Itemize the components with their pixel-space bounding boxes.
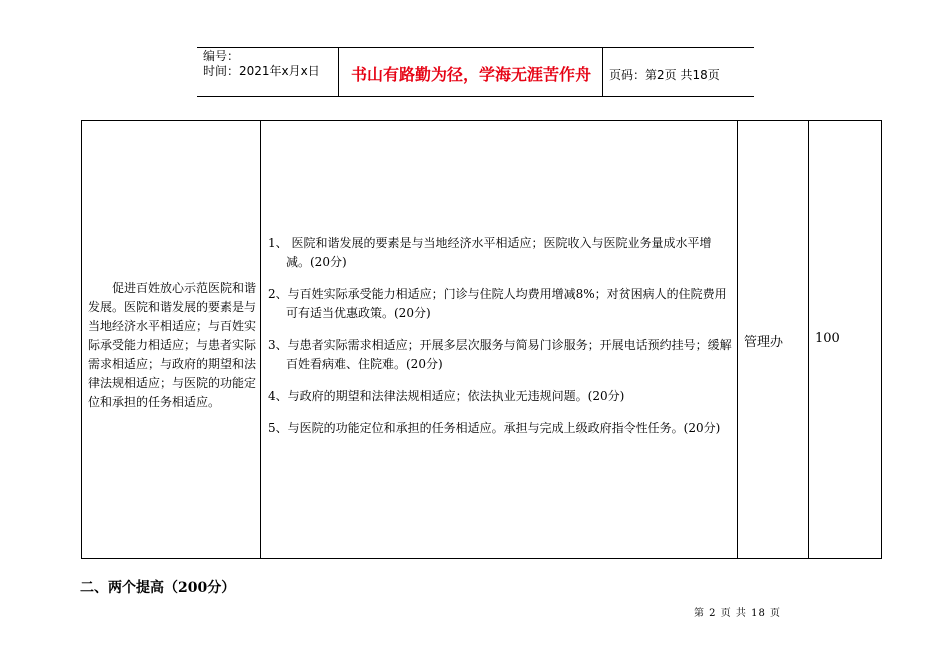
header-motto: 书山有路勤为径，学海无涯苦作舟	[350, 65, 591, 84]
header-bottom-rule	[197, 96, 754, 97]
header-divider-right	[602, 47, 603, 97]
criteria-list	[268, 234, 733, 451]
table-col-divider-1	[260, 120, 261, 559]
table-col-divider-3	[808, 120, 809, 559]
section-heading: 二、两个提高（200分）	[80, 580, 236, 596]
header-page-number: 页码：第2页 共18页	[609, 68, 720, 82]
header-top-rule	[197, 47, 754, 48]
score-value: 100	[815, 331, 840, 346]
criteria-item-5: 5、与医院的功能定位和承担的任务相适应。承担与完成上级政府指令性任务。(20分)	[268, 421, 721, 435]
criteria-item-4: 4、与政府的期望和法律法规相适应；依法执业无违规问题。(20分)	[268, 389, 625, 403]
document-time-label: 时间：2021年x月x日	[203, 64, 320, 78]
criteria-item-2: 2、与百姓实际承受能力相适应；门诊与住院人均费用增减8%；对贫困病人的住院费用可有适当优惠政策。(20分)	[268, 287, 727, 320]
criteria-item-1: 1、 医院和谐发展的要素是与当地经济水平相适应；医院收入与医院业务量成水平增减。(20分)	[268, 236, 712, 269]
criteria-item-3: 3、与患者实际需求相适应；开展多层次服务与简易门诊服务；开展电话预约挂号；缓解百姓看病难、住院难。(20分)	[268, 338, 732, 371]
header-meta	[203, 49, 320, 79]
header-divider-left	[338, 47, 339, 97]
page-footer: 第 2 页 共 18 页	[694, 608, 781, 619]
responsible-department: 管理办	[744, 335, 784, 350]
document-number-label: 编号：	[203, 49, 240, 63]
table-col-divider-2	[737, 120, 738, 559]
item-description: 促进百姓放心示范医院和谐发展。医院和谐发展的要素是与当地经济水平相适应；与百姓实际承受能力相适应；与患者实际需求相适应；与政府的期望和法律法规相适应；与医院的功能定位和承担的任务相适应。	[88, 281, 257, 409]
